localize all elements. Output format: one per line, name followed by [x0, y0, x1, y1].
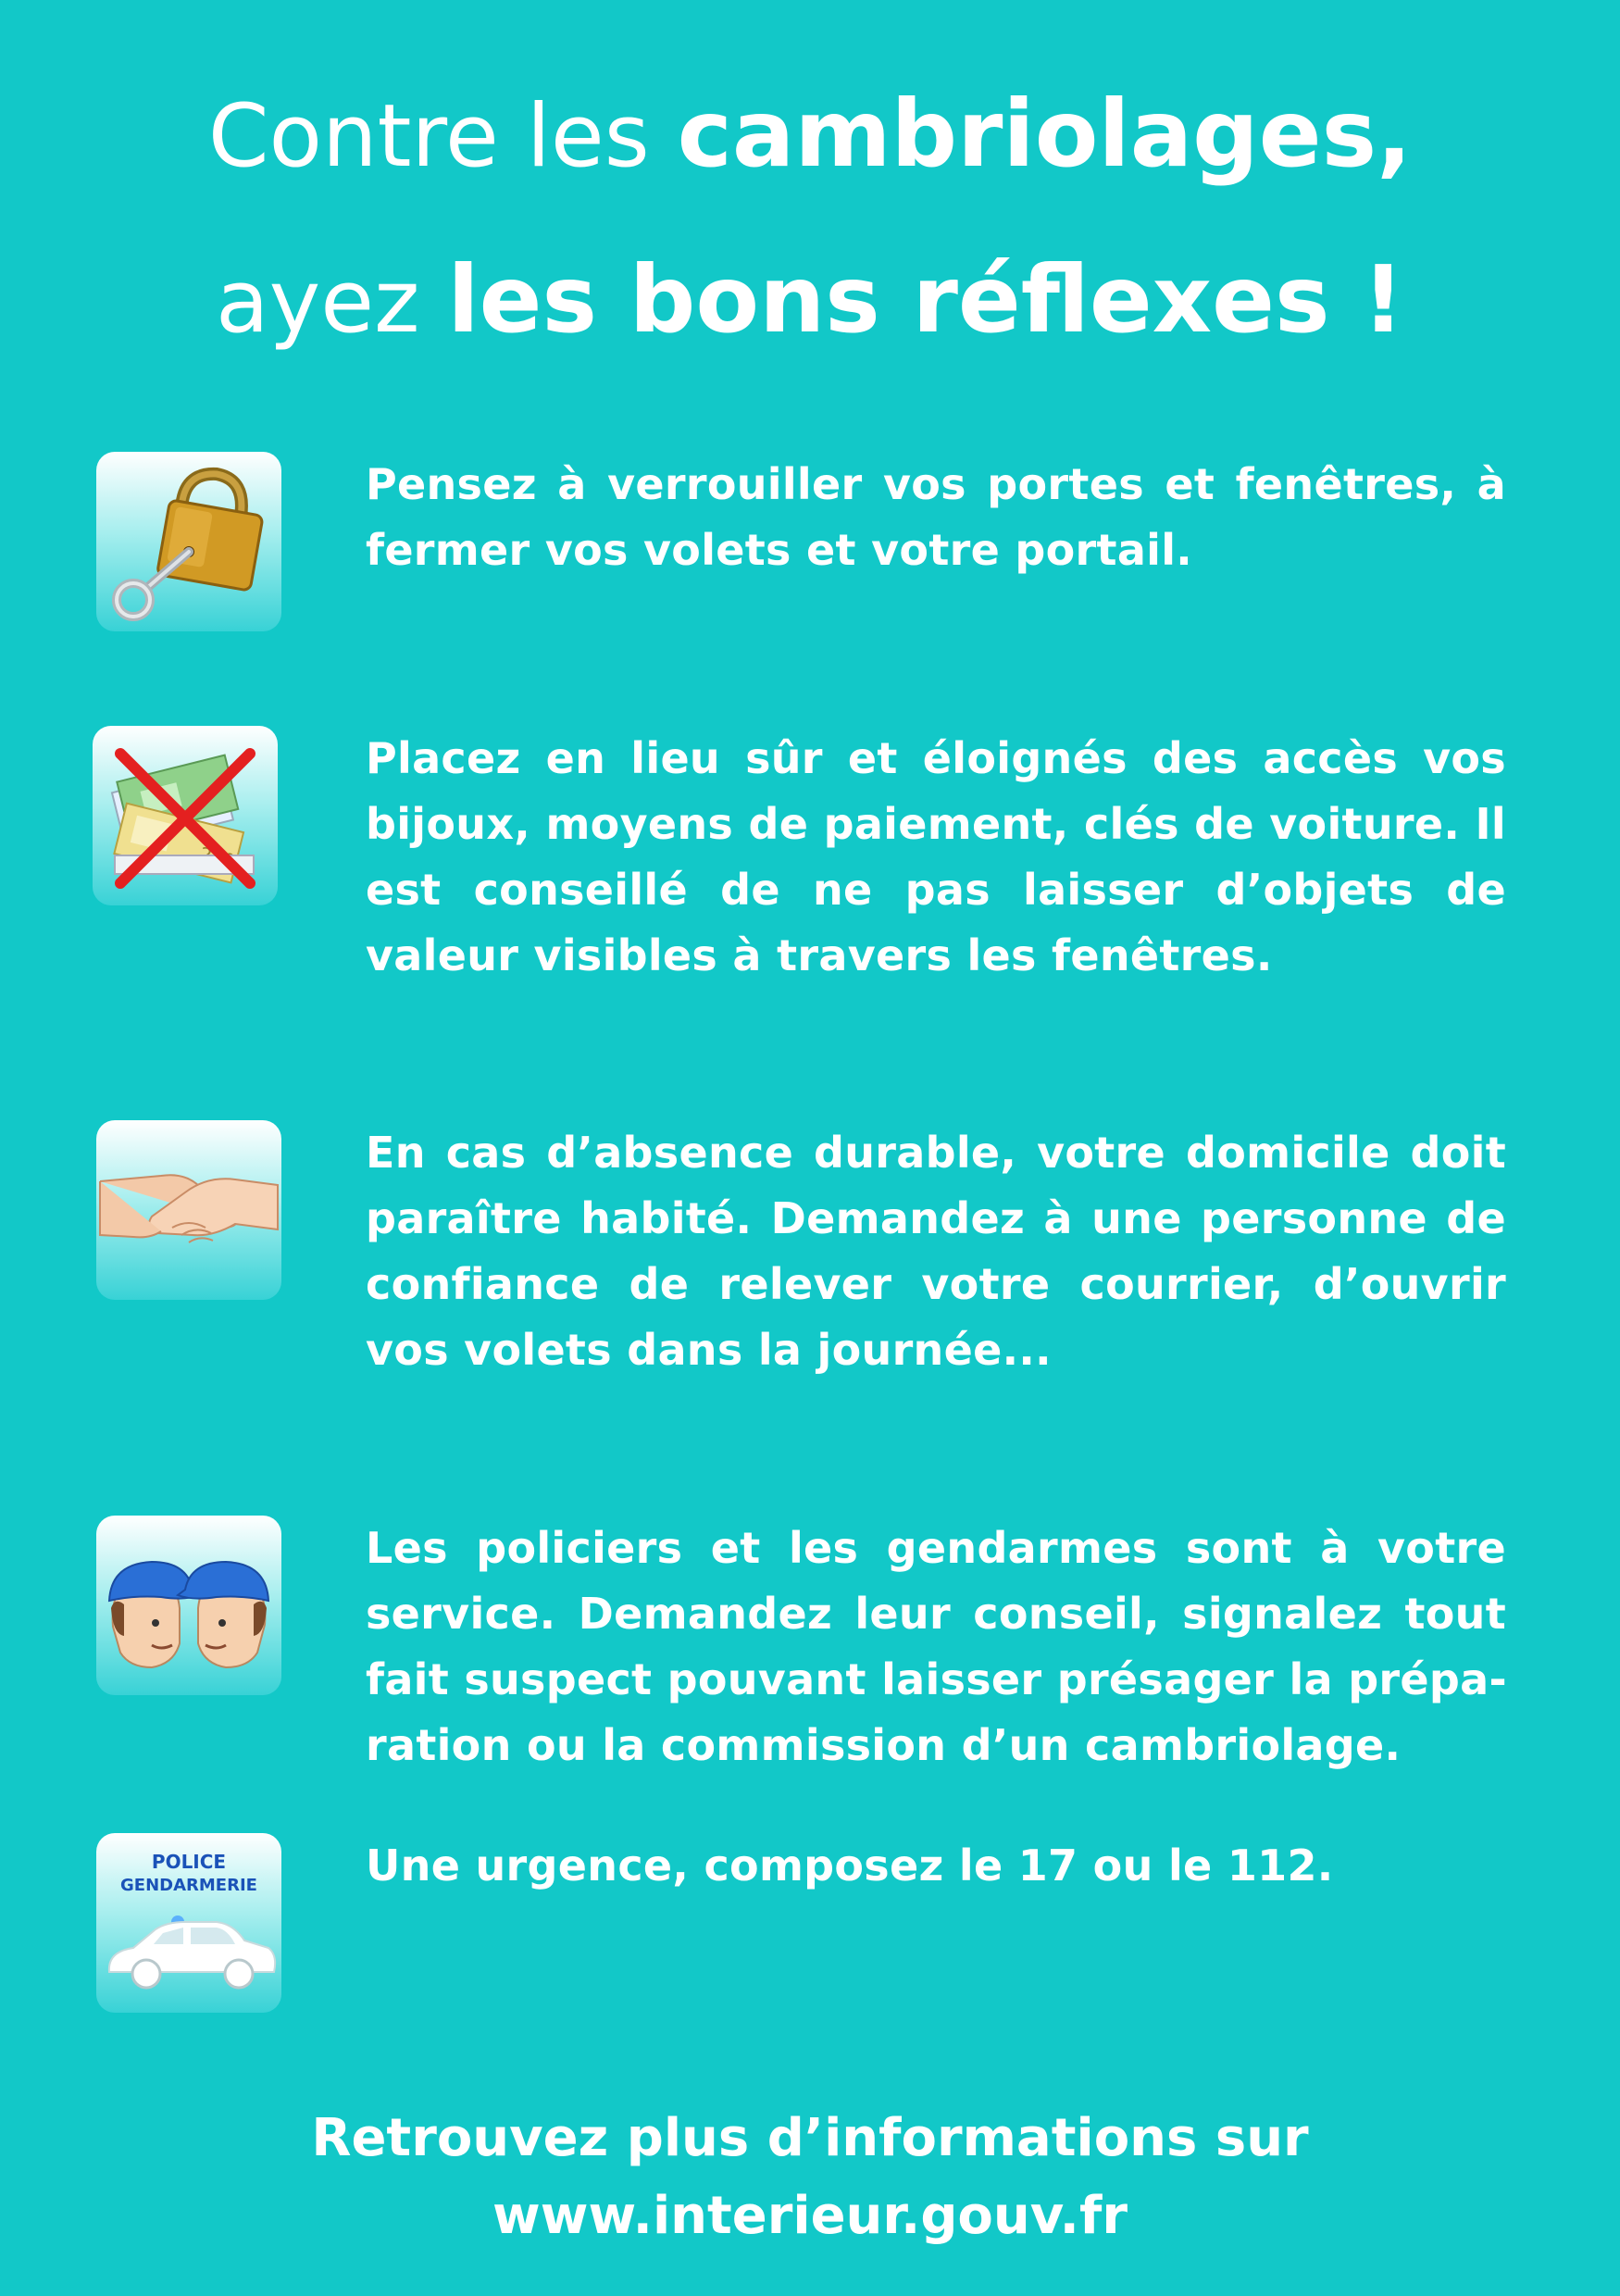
- tip-line: Une urgence, composez le 17 ou le 112.: [366, 1841, 1334, 1890]
- tip-line: Pensez à verrouiller vos portes et fenêtres, à: [366, 459, 1506, 509]
- footer-line-1: Retrouvez plus d’informations sur: [311, 2108, 1309, 2168]
- tip-line: valeur visibles à travers les fenêtres.: [366, 930, 1273, 980]
- tip-line: est conseillé de ne pas laisser d’objets de: [366, 865, 1506, 915]
- tip-text: [366, 452, 1506, 583]
- title-line-1-light: Contre les: [207, 86, 678, 187]
- tip-line: ration ou la commission d’un cambriolage.: [366, 1720, 1402, 1770]
- padlock-icon: [96, 452, 281, 631]
- poster-title: [0, 65, 1620, 396]
- tip-text: [366, 1120, 1506, 1383]
- tip-text: [366, 1516, 1506, 1778]
- footer-url[interactable]: www.interieur.gouv.fr: [492, 2186, 1128, 2246]
- tip-text: [366, 726, 1506, 989]
- crossed-money-icon: [93, 726, 278, 905]
- police-car-label-1: POLICE: [151, 1851, 227, 1873]
- tip-line: fait suspect pouvant laisser présager la prépa-: [366, 1654, 1507, 1704]
- tip-line: fermer vos volets et votre portail.: [366, 525, 1193, 575]
- tip-line: En cas d’absence durable, votre domicile doit: [366, 1128, 1506, 1178]
- footer: [0, 2100, 1620, 2255]
- police-car-label-2: GENDARMERIE: [120, 1876, 257, 1895]
- title-line-2-light: ayez: [216, 252, 448, 353]
- tip-line: bijoux, moyens de paiement, clés de voiture. Il: [366, 799, 1506, 849]
- tip-line: Placez en lieu sûr et éloignés des accès vos: [366, 733, 1506, 783]
- police-car-icon: [96, 1833, 281, 2013]
- tip-line: Les policiers et les gendarmes sont à votre: [366, 1523, 1506, 1573]
- handshake-icon: [96, 1120, 281, 1300]
- tip-line: paraître habité. Demandez à une personne de: [366, 1193, 1506, 1243]
- title-line-1-bold: cambriolages,: [677, 80, 1413, 188]
- title-line-2: [0, 231, 1620, 396]
- police-officers-icon: [96, 1516, 281, 1695]
- tip-line: service. Demandez leur conseil, signalez tout: [366, 1589, 1506, 1639]
- title-line-1: [0, 65, 1620, 231]
- tip-text: [366, 1833, 1506, 1899]
- tip-line: vos volets dans la journée...: [366, 1325, 1052, 1375]
- tip-line: confiance de relever votre courrier, d’ouvrir: [366, 1259, 1506, 1309]
- title-line-2-bold: les bons réflexes !: [447, 245, 1404, 354]
